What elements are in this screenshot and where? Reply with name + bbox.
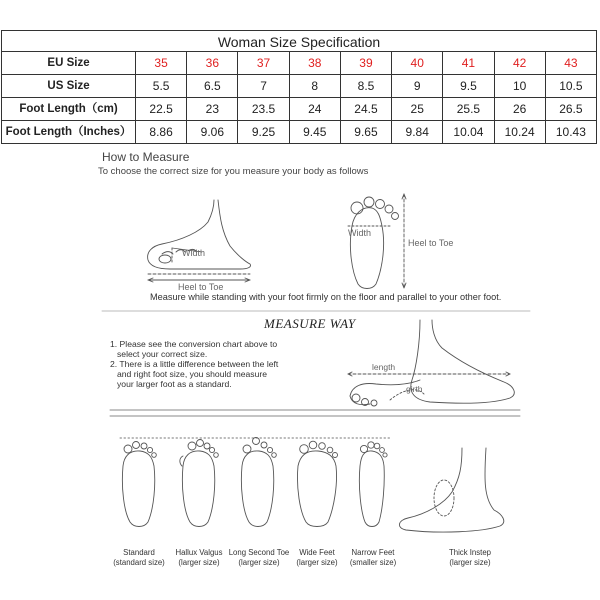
- caption-wide-feet: [285, 548, 349, 568]
- caption-name: Long Second Toe: [228, 548, 290, 557]
- size-table: [1, 51, 597, 144]
- tip-line: 2. There is a little difference between the left: [110, 359, 279, 369]
- caption-thick-instep: [438, 548, 502, 568]
- tip-line: your larger foot as a standard.: [117, 379, 232, 389]
- cell: 9.65: [340, 121, 391, 144]
- cell: 10.5: [545, 75, 596, 98]
- footprint-standard: [122, 442, 156, 527]
- cell: 10.24: [494, 121, 545, 144]
- cell: 26: [494, 98, 545, 121]
- table-row-us-size: [2, 75, 597, 98]
- cell: 5.5: [136, 75, 187, 98]
- measure-guide: [90, 148, 542, 593]
- caption-note: (standard size): [113, 558, 165, 567]
- table-row-foot-length-inches: [2, 121, 597, 144]
- tip-line: and right foot size, you should measure: [117, 369, 268, 379]
- cell: 36: [187, 52, 238, 75]
- cell: 9.5: [443, 75, 494, 98]
- cell: 10.04: [443, 121, 494, 144]
- cell: 6.5: [187, 75, 238, 98]
- table-row-eu-size: [2, 52, 597, 75]
- cell: 25.5: [443, 98, 494, 121]
- cell: 39: [340, 52, 391, 75]
- how-to-measure-subtitle: To choose the correct size for you measure your body as follows: [98, 166, 369, 177]
- top-width-label: Width: [348, 228, 372, 238]
- measure-way-tips: [110, 339, 278, 389]
- cell: 23.5: [238, 98, 289, 121]
- cell: 9.25: [238, 121, 289, 144]
- row-header: Foot Length（Inches）: [2, 121, 136, 144]
- cell: 26.5: [545, 98, 596, 121]
- tip-line: 1. Please see the conversion chart above to: [110, 339, 278, 349]
- cell: 9.06: [187, 121, 238, 144]
- cell: 10: [494, 75, 545, 98]
- measure-note: Measure while standing with your foot firmly on the floor and parallel to your other foot.: [150, 292, 502, 302]
- cell: 42: [494, 52, 545, 75]
- cell: 38: [289, 52, 340, 75]
- cell: 24.5: [340, 98, 391, 121]
- caption-long-second-toe: [227, 548, 291, 568]
- footprint-long-second-toe: [241, 438, 276, 527]
- caption-note: (larger size): [296, 558, 338, 567]
- top-heel-to-toe-label: Heel to Toe: [408, 238, 454, 248]
- side-heel-to-toe-label: Heel to Toe: [178, 282, 224, 292]
- measure-way-title: MEASURE WAY: [264, 316, 356, 331]
- cell: 23: [187, 98, 238, 121]
- cell: 22.5: [136, 98, 187, 121]
- caption-narrow-feet: [341, 548, 405, 568]
- row-header: Foot Length（cm): [2, 98, 136, 121]
- row-header: EU Size: [2, 52, 136, 75]
- cell: 8.86: [136, 121, 187, 144]
- table-title: Woman Size Specification: [1, 30, 597, 52]
- caption-hallux-valgus: [167, 548, 231, 568]
- caption-name: Thick Instep: [448, 548, 492, 557]
- footprint-narrow-feet: [359, 442, 387, 527]
- caption-name: Hallux Valgus: [175, 548, 223, 557]
- row-header: US Size: [2, 75, 136, 98]
- tip-line: select your correct size.: [117, 349, 208, 359]
- cell: 8.5: [340, 75, 391, 98]
- cell: 25: [392, 98, 443, 121]
- cell: 24: [289, 98, 340, 121]
- cell: 9: [392, 75, 443, 98]
- caption-name: Wide Feet: [299, 548, 335, 557]
- cell: 9.84: [392, 121, 443, 144]
- ruler-drawing: [110, 410, 520, 416]
- cell: 37: [238, 52, 289, 75]
- thick-instep-drawing: [399, 448, 503, 532]
- side-width-label: Width: [182, 248, 206, 258]
- caption-standard: [107, 548, 171, 568]
- footprint-hallux-valgus: [180, 440, 218, 527]
- caption-note: (larger size): [449, 558, 491, 567]
- cell: 41: [443, 52, 494, 75]
- footprint-wide-feet: [297, 441, 337, 526]
- cell: 35: [136, 52, 187, 75]
- girth-label: girth: [406, 384, 423, 394]
- caption-note: (smaller size): [349, 558, 397, 567]
- length-label: length: [372, 362, 396, 372]
- cell: 8: [289, 75, 340, 98]
- caption-name: Narrow Feet: [351, 548, 395, 557]
- cell: 40: [392, 52, 443, 75]
- caption-note: (larger size): [178, 558, 220, 567]
- caption-note: (larger size): [238, 558, 280, 567]
- cell: 10.43: [545, 121, 596, 144]
- cell: 7: [238, 75, 289, 98]
- how-to-measure-title: How to Measure: [102, 150, 190, 164]
- top-foot-drawing: [348, 194, 406, 289]
- side-foot-drawing: [148, 200, 251, 282]
- cell: 9.45: [289, 121, 340, 144]
- caption-name: Standard: [123, 548, 155, 557]
- cell: 43: [545, 52, 596, 75]
- table-row-foot-length-cm: [2, 98, 597, 121]
